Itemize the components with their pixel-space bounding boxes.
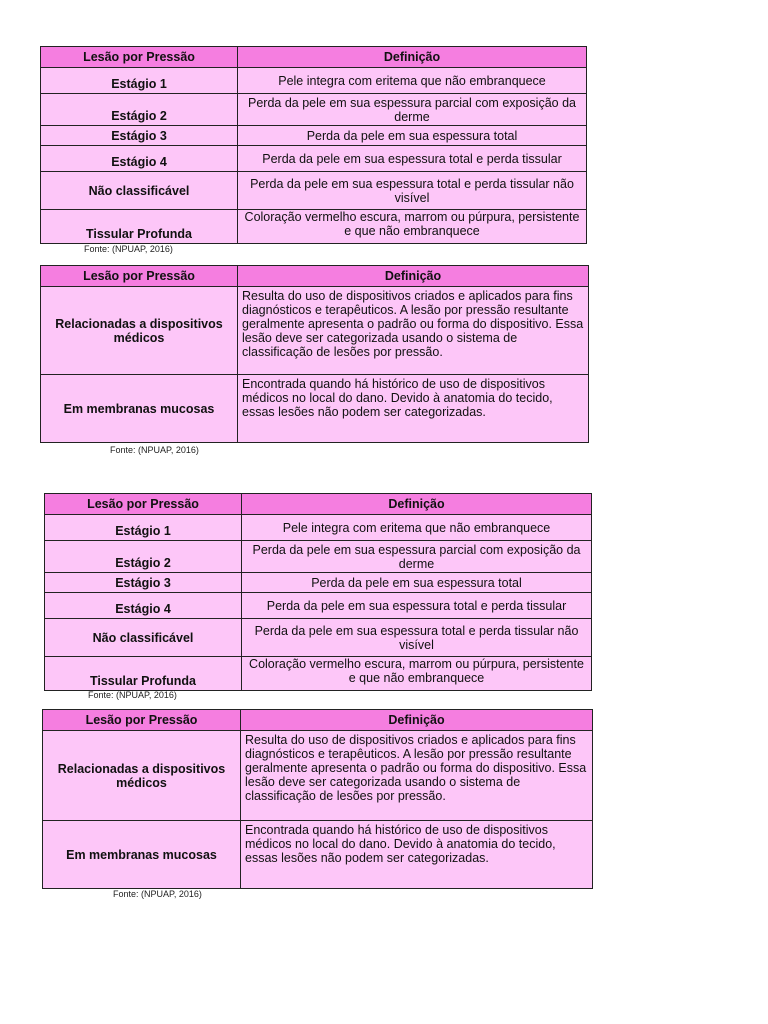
header-definition: Definição [238, 47, 587, 68]
table-header-row [45, 494, 592, 515]
header-definition: Definição [241, 710, 593, 731]
row-label: Estágio 3 [45, 573, 242, 593]
source-note: Fonte: (NPUAP, 2016) [110, 445, 199, 455]
stages-table [44, 493, 592, 691]
row-label: Estágio 2 [45, 541, 242, 573]
row-label: Estágio 4 [45, 593, 242, 619]
row-label: Estágio 1 [41, 68, 238, 94]
header-lesion: Lesão por Pressão [41, 47, 238, 68]
table-header-row [41, 47, 587, 68]
table-row [45, 657, 592, 691]
table-row [45, 573, 592, 593]
table-row [43, 821, 593, 889]
row-label: Não classificável [45, 619, 242, 657]
row-label: Tissular Profunda [41, 210, 238, 244]
row-definition: Perda da pele em sua espessura parcial com exposição da derme [242, 541, 592, 573]
table-header-row [43, 710, 593, 731]
row-label: Estágio 2 [41, 94, 238, 126]
row-definition: Resulta do uso de dispositivos criados e aplicados para fins diagnósticos e terapêuticos. A lesão por pressão resultante geralmente apresenta o padrão ou forma do dispositivo. Essa lesão deve ser categorizada usando o sistema de classificação de lesões por pressão. [241, 731, 593, 821]
table-row [45, 515, 592, 541]
table-row [43, 731, 593, 821]
row-definition: Encontrada quando há histórico de uso de dispositivos médicos no local do dano. Devido à anatomia do tecido, essas lesões não podem ser categorizadas. [241, 821, 593, 889]
table-row [41, 126, 587, 146]
row-label: Não classificável [41, 172, 238, 210]
table-row [41, 172, 587, 210]
table-row [41, 94, 587, 126]
header-definition: Definição [242, 494, 592, 515]
row-definition: Perda da pele em sua espessura total e perda tissular [238, 146, 587, 172]
row-definition: Coloração vermelho escura, marrom ou púrpura, persistente e que não embranquece [242, 657, 592, 691]
row-definition: Perda da pele em sua espessura total e perda tissular não visível [238, 172, 587, 210]
row-definition: Perda da pele em sua espessura total e perda tissular [242, 593, 592, 619]
table-row [45, 541, 592, 573]
row-definition: Pele integra com eritema que não embranquece [238, 68, 587, 94]
header-lesion: Lesão por Pressão [41, 266, 238, 287]
row-definition: Perda da pele em sua espessura total [238, 126, 587, 146]
row-definition: Resulta do uso de dispositivos criados e aplicados para fins diagnósticos e terapêuticos. A lesão por pressão resultante geralmente apresenta o padrão ou forma do dispositivo. Essa lesão deve ser categorizada usando o sistema de classificação de lesões por pressão. [238, 287, 589, 375]
table-row [41, 210, 587, 244]
source-note: Fonte: (NPUAP, 2016) [84, 244, 173, 254]
row-label: Em membranas mucosas [43, 821, 241, 889]
row-label: Estágio 4 [41, 146, 238, 172]
row-definition: Coloração vermelho escura, marrom ou púrpura, persistente e que não embranquece [238, 210, 587, 244]
special-lesions-table [42, 709, 593, 889]
table-header-row [41, 266, 589, 287]
row-label: Estágio 1 [45, 515, 242, 541]
table-row [41, 68, 587, 94]
table-row [45, 619, 592, 657]
row-definition: Pele integra com eritema que não embranquece [242, 515, 592, 541]
row-label: Tissular Profunda [45, 657, 242, 691]
header-lesion: Lesão por Pressão [43, 710, 241, 731]
row-label: Em membranas mucosas [41, 375, 238, 443]
row-definition: Perda da pele em sua espessura total e perda tissular não visível [242, 619, 592, 657]
table-row [45, 593, 592, 619]
special-lesions-table [40, 265, 589, 443]
table-row [41, 287, 589, 375]
source-note: Fonte: (NPUAP, 2016) [113, 889, 202, 899]
row-definition: Encontrada quando há histórico de uso de dispositivos médicos no local do dano. Devido à anatomia do tecido, essas lesões não podem ser categorizadas. [238, 375, 589, 443]
row-definition: Perda da pele em sua espessura parcial com exposição da derme [238, 94, 587, 126]
row-definition: Perda da pele em sua espessura total [242, 573, 592, 593]
table-row [41, 146, 587, 172]
header-definition: Definição [238, 266, 589, 287]
source-note: Fonte: (NPUAP, 2016) [88, 690, 177, 700]
row-label: Relacionadas a dispositivos médicos [43, 731, 241, 821]
row-label: Relacionadas a dispositivos médicos [41, 287, 238, 375]
table-row [41, 375, 589, 443]
row-label: Estágio 3 [41, 126, 238, 146]
header-lesion: Lesão por Pressão [45, 494, 242, 515]
stages-table [40, 46, 587, 244]
